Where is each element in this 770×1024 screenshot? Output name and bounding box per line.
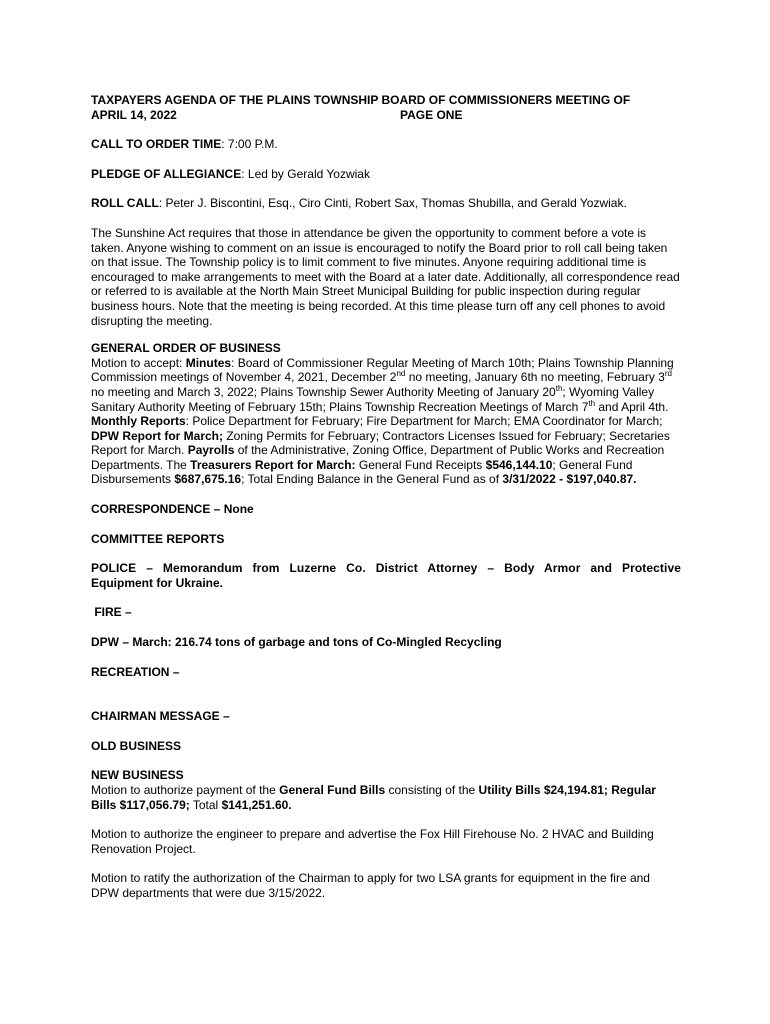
superscript: th: [588, 398, 596, 408]
general-order-text: General Fund Receipts: [355, 457, 486, 472]
general-order-text: no meeting, January 6th no meeting, February 3: [405, 370, 665, 385]
correspondence-heading: CORRESPONDENCE – None: [91, 502, 254, 517]
new-business-heading: NEW BUSINESS: [91, 768, 184, 783]
police-report-line2: Equipment for Ukraine.: [91, 575, 224, 590]
page-label: PAGE ONE: [400, 107, 463, 122]
motion-lsa-grants: Motion to ratify the authorization of the Chairman to apply for two LSA grants for equipment in the fire and DPW departments that were due 3/15/2022.: [91, 871, 650, 900]
motion-text: consisting of the: [385, 783, 479, 797]
recreation-report: RECREATION –: [91, 664, 180, 679]
general-order-text: and April 4th.: [595, 399, 669, 414]
call-to-order-label: CALL TO ORDER TIME: [91, 137, 222, 152]
ending-balance: 3/31/2022 - $197,040.87.: [502, 472, 637, 487]
motion-text: Motion to authorize payment of the: [91, 783, 280, 797]
roll-call: [91, 196, 681, 211]
general-fund-bills-label: General Fund Bills: [279, 783, 386, 797]
motion-text: Total: [189, 797, 222, 812]
dpw-report-label: DPW Report for March;: [91, 428, 223, 443]
general-order-text: : Police Department for February; Fire Department for March; EMA Coordinator for March;: [185, 414, 663, 429]
utility-bills-amount: Utility Bills $24,194.81; Regular Bills $117,056.79;: [91, 783, 656, 812]
superscript: nd: [396, 369, 406, 379]
agenda-date: APRIL 14, 2022: [91, 107, 177, 122]
superscript: th: [555, 383, 563, 393]
old-business-heading: OLD BUSINESS: [91, 738, 182, 753]
agenda-page: [91, 93, 681, 901]
disbursements-amount: $687,675.16: [174, 472, 242, 487]
pledge-label: PLEDGE OF ALLEGIANCE: [91, 166, 242, 181]
general-order-text: of the Administrative, Zoning Office, Department of Public Works and Recreation Departments. The: [91, 443, 665, 472]
roll-call-label: ROLL CALL: [91, 196, 159, 211]
pledge-of-allegiance: [91, 167, 681, 182]
general-order-text: ; Wyoming Valley Sanitary Authority Meeting of February 15th; Plains Township Recreation Meetings of March 7: [91, 384, 655, 414]
receipts-amount: $546,144.10: [485, 457, 553, 472]
monthly-reports-label: Monthly Reports: [91, 414, 186, 429]
call-to-order: [91, 137, 681, 152]
general-order-text: Motion to accept:: [91, 355, 186, 370]
general-order-body: [91, 356, 681, 487]
call-to-order-value: : 7:00 P.M.: [221, 137, 278, 152]
motion-general-fund-bills: [91, 783, 681, 812]
police-report-line1: POLICE – Memorandum from Luzerne Co. District Attorney – Body Armor and Protective: [91, 561, 681, 576]
pledge-value: : Led by Gerald Yozwiak: [241, 166, 370, 181]
committee-reports-heading: COMMITTEE REPORTS: [91, 531, 225, 546]
agenda-header: [91, 93, 681, 122]
payrolls-label: Payrolls: [187, 443, 235, 458]
minutes-label: Minutes: [185, 355, 232, 370]
dpw-report: DPW – March: 216.74 tons of garbage and tons of Co-Mingled Recycling: [91, 635, 502, 650]
fire-report: FIRE –: [91, 605, 132, 620]
chairman-message: CHAIRMAN MESSAGE –: [91, 709, 230, 724]
new-business-section: [91, 768, 681, 900]
general-order-text: : Board of Commissioner Regular Meeting of March 10th; Plains Township Planning Commission meetings of November 4, 2021, December 2: [91, 355, 674, 385]
roll-call-value: : Peter J. Biscontini, Esq., Ciro Cinti, Robert Sax, Thomas Shubilla, and Gerald Yozwiak.: [158, 196, 627, 211]
treasurers-report-label: Treasurers Report for March:: [190, 457, 356, 472]
general-order-text: ; Total Ending Balance in the General Fund as of: [241, 472, 503, 487]
motion-fox-hill-firehouse: Motion to authorize the engineer to prepare and advertise the Fox Hill Firehouse No. 2 HVAC and Building Renovation Project.: [91, 827, 654, 856]
police-report: [91, 561, 681, 590]
general-order-text: Zoning Permits for February; Contractors Licenses Issued for February; Secretaries Report for March.: [91, 428, 670, 458]
sunshine-act-paragraph: The Sunshine Act requires that those in attendance be given the opportunity to comment before a vote is taken. Anyone wishing to comment on an issue is encouraged to notify the Board prior to roll call being taken on that issue. The Township policy is to limit comment to five minutes. Anyone requiring additional time is encouraged to make arrangements to meet with the Board at a later date. Additionally, all correspondence read or referred to is available at the North Main Street Municipal Building for public inspection during regular business hours. Note that the meeting is being recorded. At this time please turn off any cell phones to avoid disrupting the meeting.: [91, 225, 680, 328]
general-order-section: [91, 341, 681, 487]
general-order-heading: GENERAL ORDER OF BUSINESS: [91, 341, 281, 356]
general-order-text: no meeting and March 3, 2022; Plains Township Sewer Authority Meeting of January 20: [91, 384, 556, 399]
agenda-title: TAXPAYERS AGENDA OF THE PLAINS TOWNSHIP BOARD OF COMMISSIONERS MEETING OF: [91, 93, 631, 107]
general-order-text: ; General Fund Disbursements: [91, 457, 633, 487]
bills-total: $141,251.60.: [221, 797, 292, 812]
superscript: rd: [664, 369, 672, 379]
